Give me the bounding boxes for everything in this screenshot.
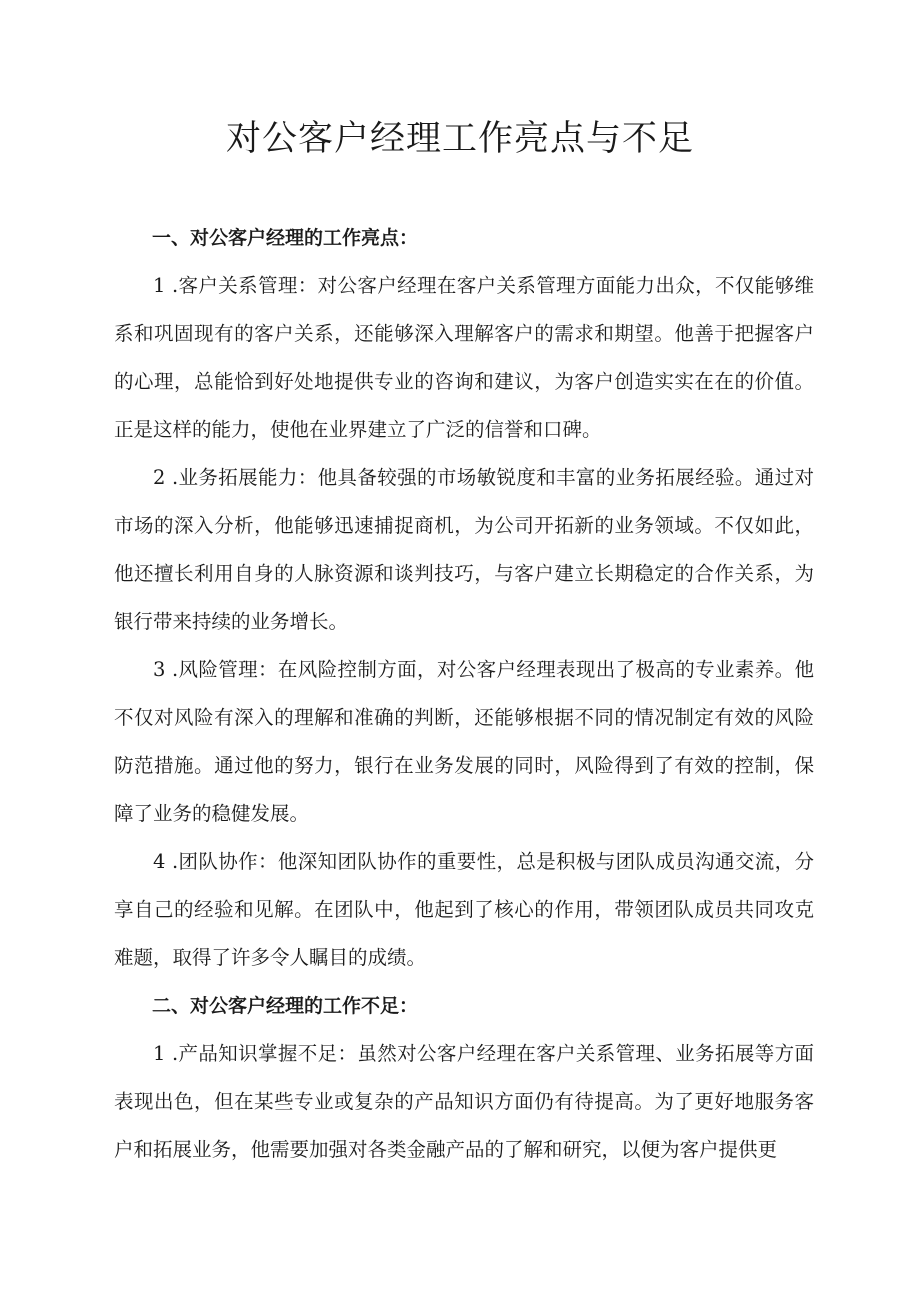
paragraph: 1 .客户关系管理：对公客户经理在客户关系管理方面能力出众，不仅能够维系和巩固现有的客户关系，还能够深入理解客户的需求和期望。他善于把握客户的心理，总能恰到好处地提供专业的咨询和建议，为客户创造实实在在的价值。正是这样的能力，使他在业界建立了广泛的信誉和口碑。 xyxy=(114,274,814,441)
paragraph: 4 .团队协作：他深知团队协作的重要性，总是积极与团队成员沟通交流，分享自己的经验和见解。在团队中，他起到了核心的作用，带领团队成员共同攻克难题，取得了许多令人瞩目的成绩。 xyxy=(114,850,814,969)
paragraph: 2 .业务拓展能力：他具备较强的市场敏锐度和丰富的业务拓展经验。通过对市场的深入分析，他能够迅速捕捉商机，为公司开拓新的业务领域。不仅如此，他还擅长利用自身的人脉资源和谈判技巧，与客户建立长期稳定的合作关系，为银行带来持续的业务增长。 xyxy=(114,466,814,633)
paragraph: 3 .风险管理：在风险控制方面，对公客户经理表现出了极高的专业素养。他不仅对风险有深入的理解和准确的判断，还能够根据不同的情况制定有效的风险防范措施。通过他的努力，银行在业务发展的同时，风险得到了有效的控制，保障了业务的稳健发展。 xyxy=(114,658,814,825)
document-body xyxy=(114,214,814,1174)
section-heading: 二、对公客户经理的工作不足： xyxy=(152,995,419,1017)
document-title: 对公客户经理工作亮点与不足 xyxy=(225,119,694,159)
section-heading: 一、对公客户经理的工作亮点： xyxy=(152,227,419,249)
paragraph: 1 .产品知识掌握不足：虽然对公客户经理在客户关系管理、业务拓展等方面表现出色，但在某些专业或复杂的产品知识方面仍有待提高。为了更好地服务客户和拓展业务，他需要加强对各类金融产品的了解和研究，以便为客户提供更 xyxy=(114,1042,814,1161)
